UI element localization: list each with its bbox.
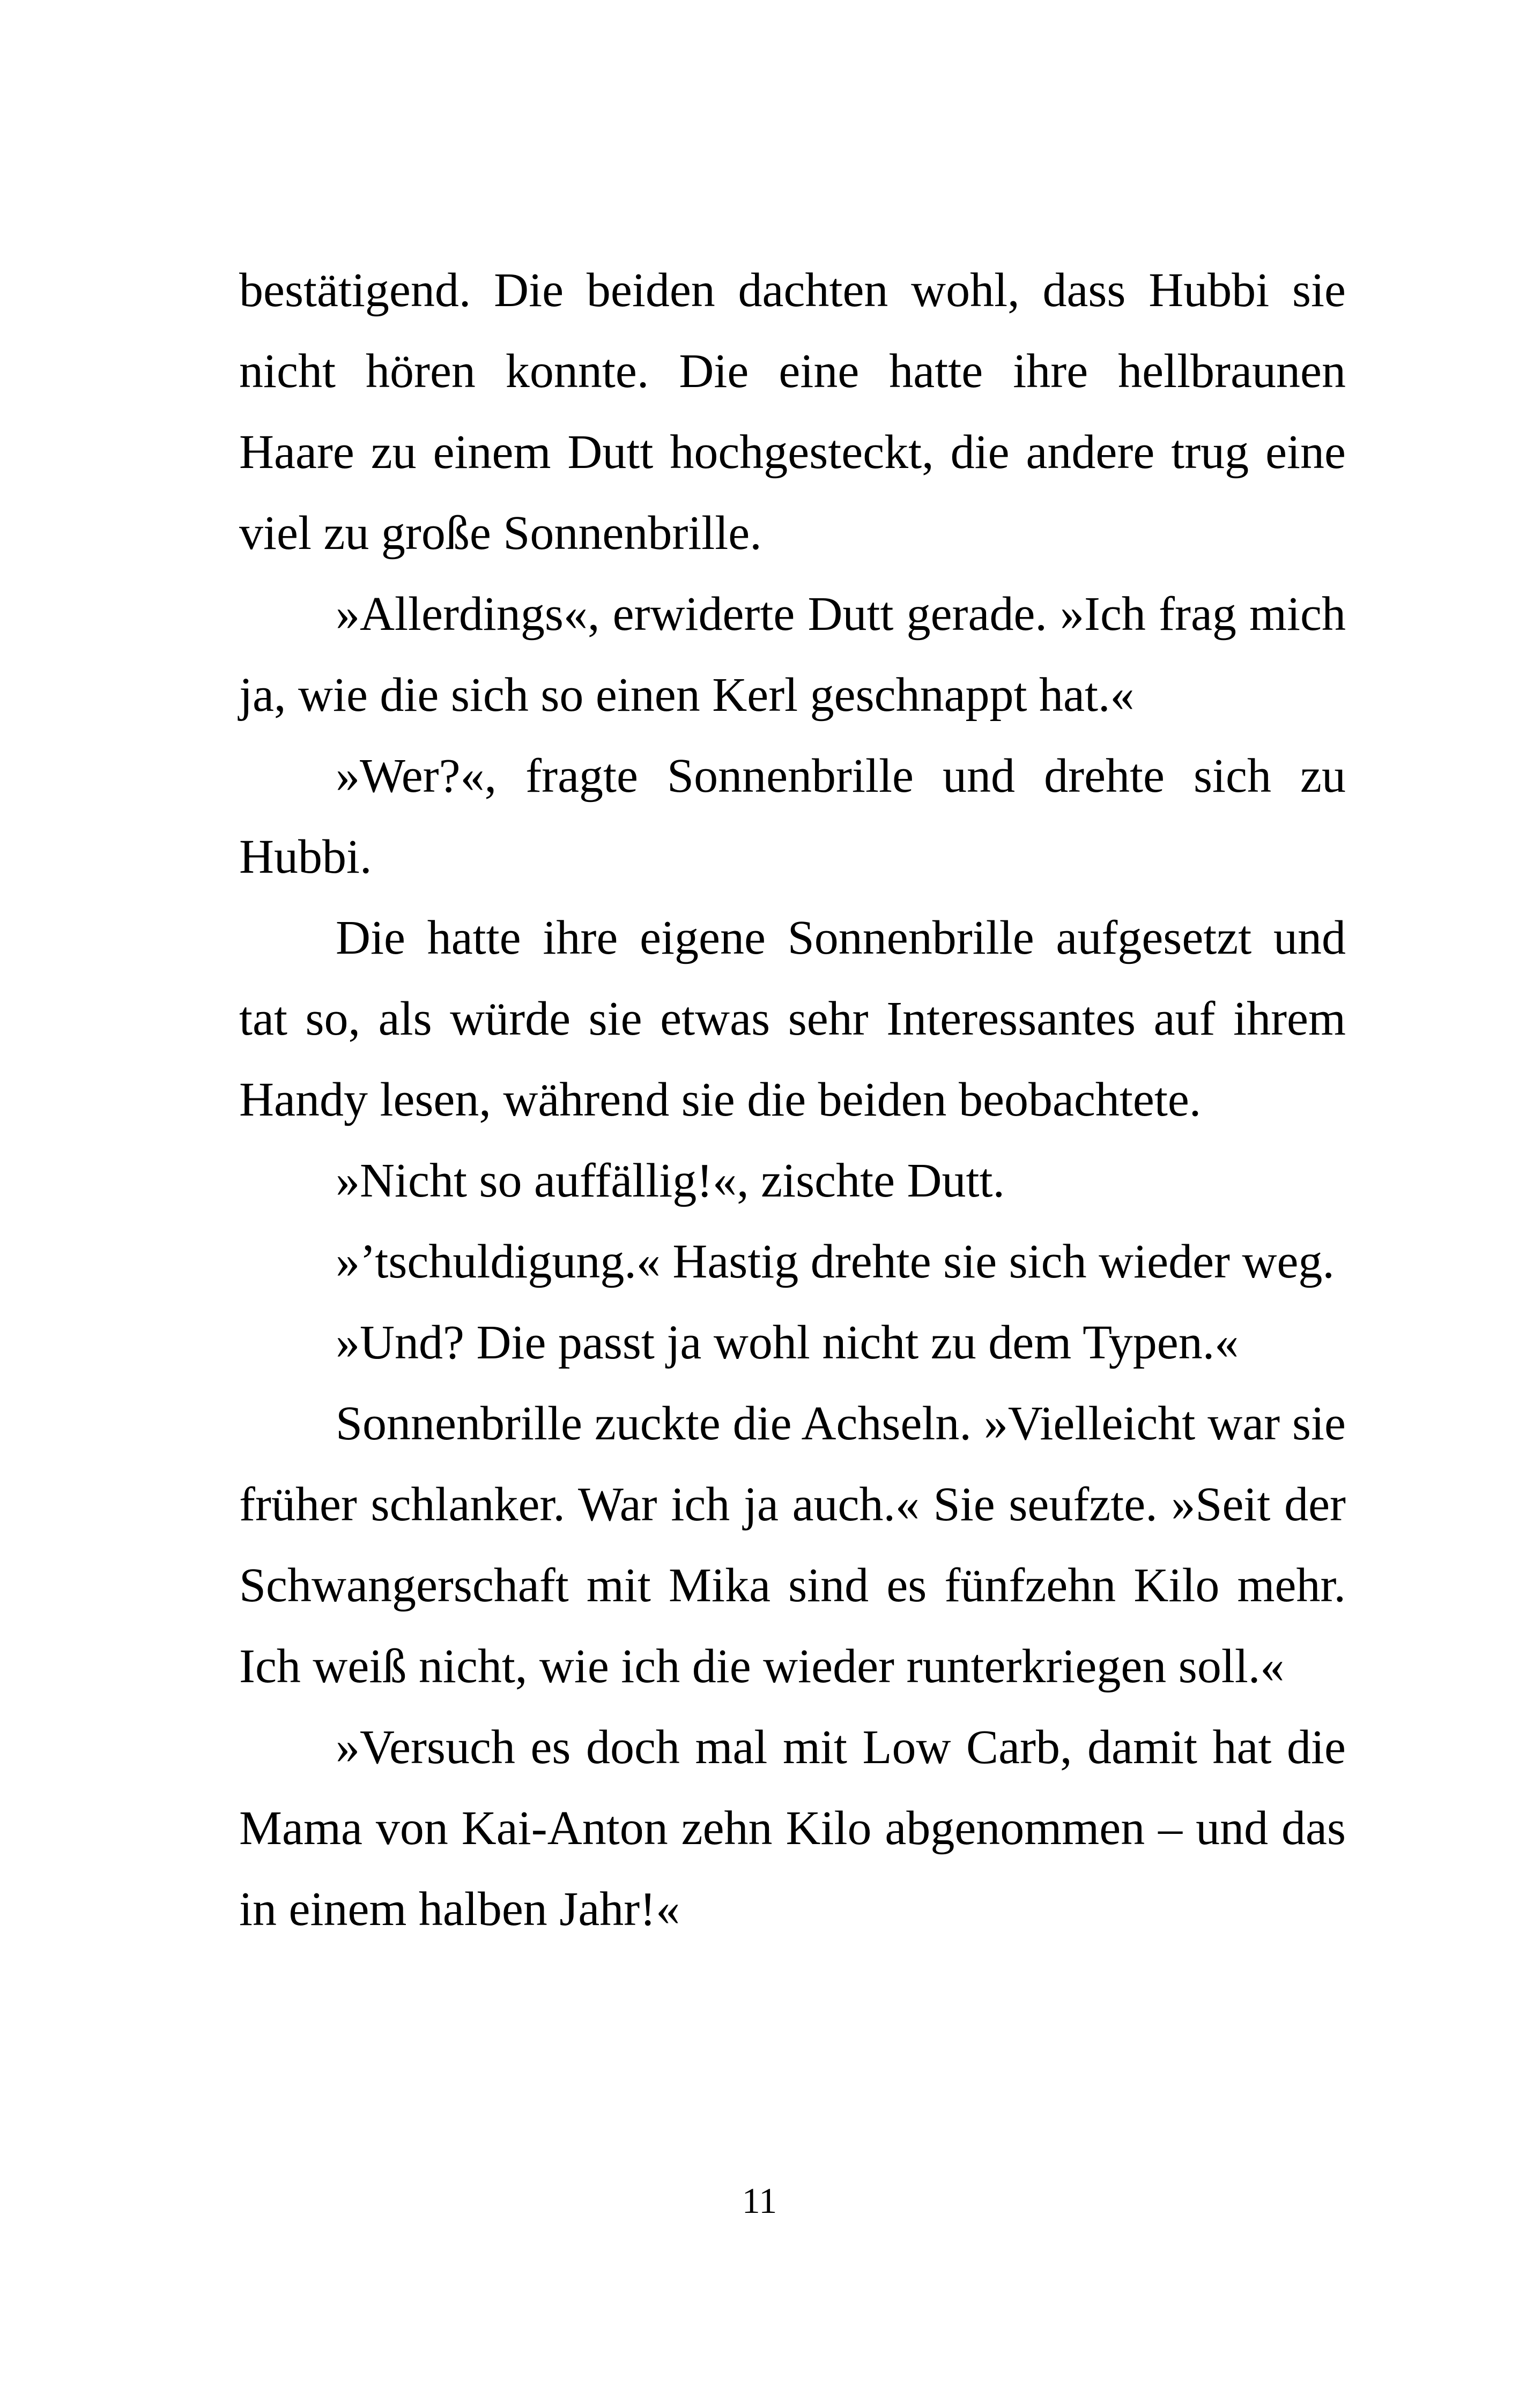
paragraph-1: bestätigend. Die beiden dachten wohl, dass Hubbi sie nicht hören konnte. Die eine hatte ihre hellbraunen Haare zu einem Dutt hochgesteckt, die andere trug eine viel zu große Sonnenbrille. bbox=[239, 264, 1346, 560]
paragraph-8: Sonnenbrille zuckte die Achseln. »Vielleicht war sie früher schlanker. War ich ja auch.« Sie seufzte. »Seit der Schwangerschaft mit Mika sind es fünfzehn Kilo mehr. Ich weiß nicht, wie ich die wieder runterkriegen soll.« bbox=[239, 1397, 1346, 1693]
paragraph-7: »Und? Die passt ja wohl nicht zu dem Typen.« bbox=[336, 1316, 1239, 1369]
paragraph-5: »Nicht so auffällig!«, zischte Dutt. bbox=[336, 1154, 1005, 1207]
page-number: 11 bbox=[742, 2180, 777, 2221]
paragraph-6: »’tschuldigung.« Hastig drehte sie sich wieder weg. bbox=[336, 1235, 1335, 1288]
page-body-text bbox=[239, 250, 1346, 1950]
paragraph-2: »Allerdings«, erwiderte Dutt gerade. »Ich frag mich ja, wie die sich so einen Kerl geschnappt hat.« bbox=[239, 588, 1346, 722]
paragraph-9: »Versuch es doch mal mit Low Carb, damit hat die Mama von Kai-Anton zehn Kilo abgenommen – und das in einem halben Jahr!« bbox=[239, 1721, 1346, 1936]
paragraph-3: »Wer?«, fragte Sonnenbrille und drehte sich zu Hubbi. bbox=[239, 749, 1346, 883]
paragraph-4: Die hatte ihre eigene Sonnenbrille aufgesetzt und tat so, als würde sie etwas sehr Interessantes auf ihrem Handy lesen, während sie die beiden beobachtete. bbox=[239, 911, 1346, 1126]
